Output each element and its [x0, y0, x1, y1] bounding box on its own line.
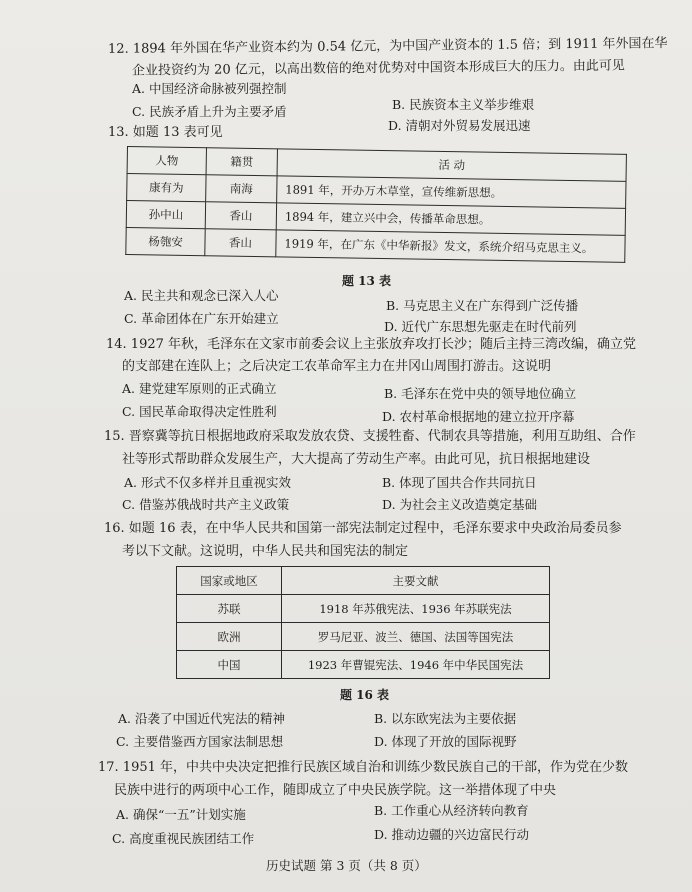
q13-option-c[interactable]: C. 革命团体在广东开始建立	[124, 311, 279, 326]
q14-option-d[interactable]: D. 农村革命根据地的建立拉开序幕	[382, 409, 575, 424]
q13-cell: 香山	[205, 229, 276, 257]
q15-option-b[interactable]: B. 体现了国共合作共同抗日	[382, 475, 537, 490]
q13-stem: 13. 如题 13 表可见	[108, 125, 223, 140]
q16-option-d[interactable]: D. 体现了开放的国际视野	[374, 734, 517, 749]
q16-option-a[interactable]: A. 沿袭了中国近代宪法的精神	[118, 711, 285, 726]
table-row	[177, 595, 550, 623]
q12-line-2: 企业投资约为 20 亿元，以高出数倍的绝对优势对中国资本形成巨大的压力。由此可见	[131, 58, 625, 79]
q15-option-d[interactable]: D. 为社会主义改造奠定基础	[382, 497, 538, 512]
q15-option-a[interactable]: A. 形式不仅多样并且重视实效	[124, 475, 291, 490]
table-row	[177, 623, 550, 651]
q14-line-2: 的支部建在连队上；之后决定工农革命军主力在井冈山周围打游击。这说明	[122, 359, 552, 374]
table-row	[177, 651, 550, 679]
q13-cell: 1919 年，在广东《中华新报》发文，系统介绍马克思主义。	[276, 230, 625, 262]
q16-line-2: 考以下文献。这说明，中华人民共和国宪法的制定	[122, 544, 409, 559]
q13-cell: 1891 年，开办万木草堂，宣传维新思想。	[277, 176, 626, 208]
q16-cell: 欧洲	[177, 623, 282, 651]
q16-cell: 1918 年苏俄宪法、1936 年苏联宪法	[282, 595, 550, 623]
q15-line-2: 社等形式帮助群众发展生产，大大提高了劳动生产率。由此可见，抗日根据地建设	[122, 452, 591, 467]
q13-table	[125, 146, 627, 263]
q16-cell: 1923 年曹锟宪法、1946 年中华民国宪法	[282, 651, 550, 679]
q13-header-person: 人物	[127, 147, 206, 175]
q14-option-a[interactable]: A. 建党建军原则的正式确立	[122, 381, 277, 396]
q12-option-c[interactable]: C. 民族矛盾上升为主要矛盾	[132, 104, 287, 119]
q16-table	[176, 566, 550, 679]
q16-cell: 苏联	[177, 595, 282, 623]
q13-header-hometown: 籍贯	[206, 148, 277, 176]
q16-cell: 罗马尼亚、波兰、德国、法国等国宪法	[282, 623, 550, 651]
q16-line-1: 16. 如题 16 表，在中华人民共和国第一部宪法制定过程中，毛泽东要求中央政治局委员参	[104, 521, 622, 536]
q16-option-c[interactable]: C. 主要借鉴西方国家法制思想	[116, 734, 284, 749]
q14-option-c[interactable]: C. 国民革命取得决定性胜利	[122, 404, 277, 419]
q17-option-a[interactable]: A. 确保“一五”计划实施	[116, 807, 246, 822]
q12-line-1: 12. 1894 年外国在华产业资本约为 0.54 亿元，为中国产业资本的 1.5 倍；到 1911 年外国在华	[107, 36, 668, 57]
q15-line-1: 15. 晋察冀等抗日根据地政府采取发放农贷、支援牲畜、代制农具等措施，利用互助组、合作	[104, 429, 636, 444]
q17-option-d[interactable]: D. 推动边疆的兴边富民行动	[374, 827, 530, 842]
q15-option-c[interactable]: C. 借鉴苏俄战时共产主义政策	[122, 497, 290, 512]
q14-line-1: 14. 1927 年秋，毛泽东在文家市前委会议上主张放弃攻打长沙；随后主持三湾改编，确立党	[106, 337, 637, 352]
page-footer: 历史试题 第 3 页（共 8 页）	[266, 858, 427, 873]
q13-cell: 杨匏安	[126, 227, 205, 255]
q17-option-c[interactable]: C. 高度重视民族团结工作	[112, 831, 255, 846]
q16-option-b[interactable]: B. 以东欧宪法为主要依据	[374, 711, 517, 726]
q16-cell: 中国	[177, 651, 282, 679]
q17-option-b[interactable]: B. 工作重心从经济转向教育	[374, 803, 529, 818]
q16-caption: 题 16 表	[340, 688, 390, 702]
q16-header-region: 国家或地区	[177, 567, 282, 595]
q13-option-b[interactable]: B. 马克思主义在广东得到广泛传播	[386, 298, 579, 313]
q13-option-d[interactable]: D. 近代广东思想先驱走在时代前列	[384, 319, 577, 334]
q16-header-documents: 主要文献	[282, 567, 550, 595]
q12-option-d[interactable]: D. 清朝对外贸易发展迅速	[388, 118, 531, 133]
q13-cell: 南海	[206, 175, 277, 203]
q13-cell: 康有为	[127, 174, 206, 202]
q17-line-1: 17. 1951 年，中共中央决定把推行民族区域自治和训练少数民族自己的干部，作为党在少数	[98, 760, 629, 775]
q14-option-b[interactable]: B. 毛泽东在党中央的领导地位确立	[384, 386, 577, 401]
q13-cell: 1894 年，建立兴中会，传播革命思想。	[276, 203, 625, 235]
q13-header-activity: 活 动	[277, 149, 626, 181]
q13-cell: 孙中山	[126, 201, 205, 229]
q17-line-2: 民族中进行的两项中心工作，随即成立了中央民族学院。这一举措体现了中央	[114, 783, 557, 798]
q12-option-a[interactable]: A. 中国经济命脉被列强控制	[132, 81, 287, 96]
q12-option-b[interactable]: B. 民族资本主义举步维艰	[392, 97, 535, 112]
q13-option-a[interactable]: A. 民主共和观念已深入人心	[124, 288, 279, 303]
q13-caption: 题 13 表	[342, 274, 392, 288]
q13-cell: 香山	[205, 202, 276, 230]
